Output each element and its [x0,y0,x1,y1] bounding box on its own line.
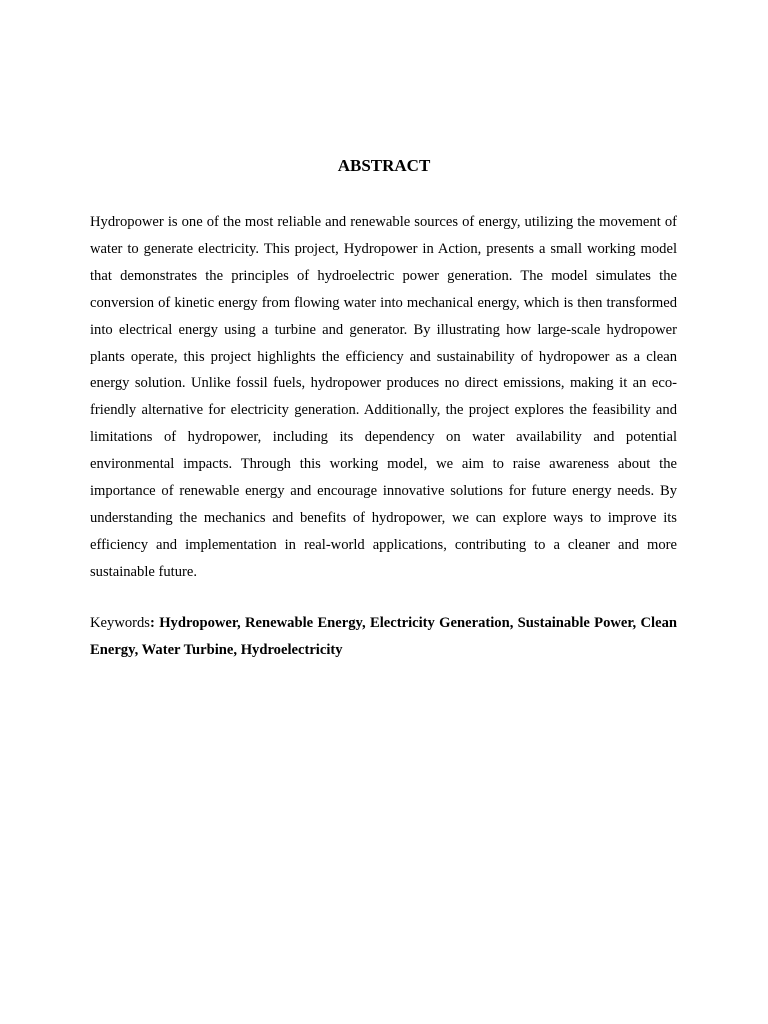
keywords-line [90,610,677,664]
page-title: ABSTRACT [337,156,431,175]
keywords-values: Hydropower, Renewable Energy, Electricity Generation, Sustainable Power, Clean Energy, Water Turbine, Hydroelectricity [90,615,678,658]
keywords-separator: : [150,615,160,631]
abstract-paragraph: Hydropower is one of the most reliable and renewable sources of energy, utilizing the movement of water to generate electricity. This project, Hydropower in Action, presents a small working model that demonstrates the principles of hydroelectric power generation. The model simulates the conversion of kinetic energy from flowing water into mechanical energy, which is then transformed into electrical energy using a turbine and generator. By illustrating how large-scale hydropower plants operate, this project highlights the efficiency and sustainability of hydropower as a clean energy solution. Unlike fossil fuels, hydropower produces no direct emissions, making it an eco-friendly alternative for electricity generation. Additionally, the project explores the feasibility and limitations of hydropower, including its dependency on water availability and potential environmental impacts. Through this working model, we aim to raise awareness about the importance of renewable energy and encourage innovative solutions for future energy needs. By understanding the mechanics and benefits of hydropower, we can explore ways to improve its efficiency and implementation in real-world applications, contributing to a cleaner and more sustainable future. [90,214,677,580]
keywords-label: Keywords [90,615,150,631]
